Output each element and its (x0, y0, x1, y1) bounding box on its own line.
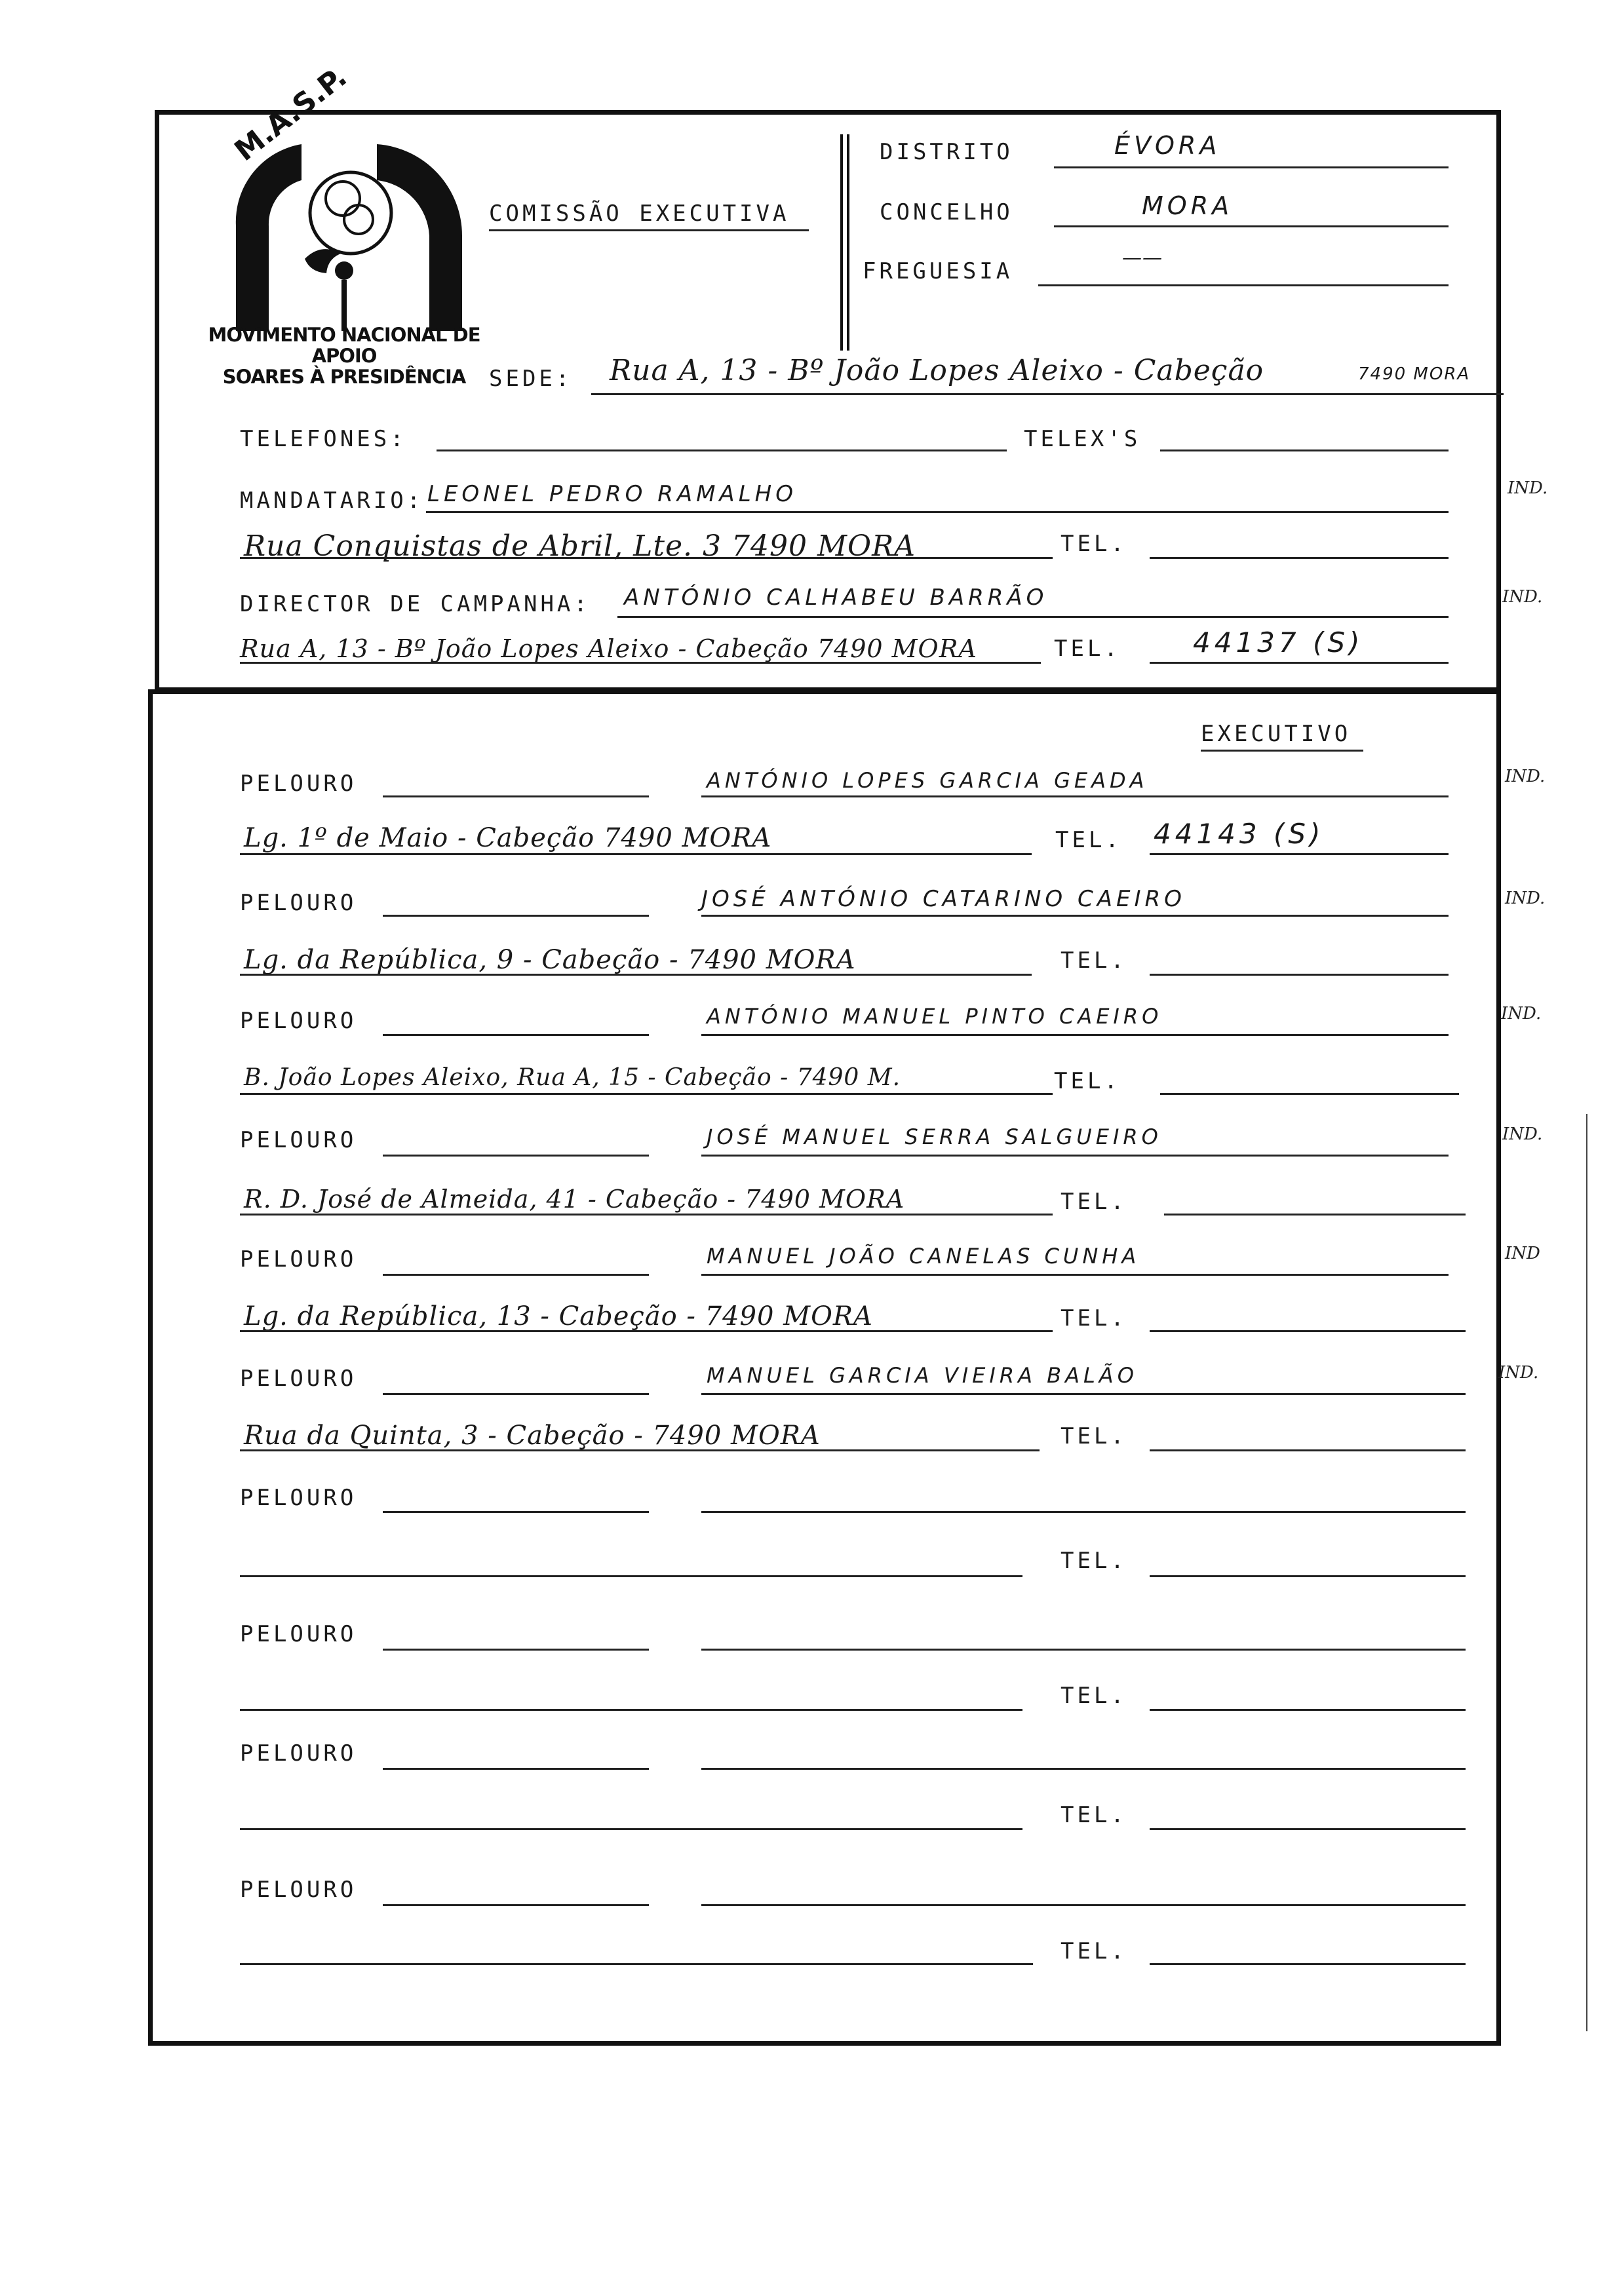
member-name-line (701, 915, 1449, 917)
sede-line (591, 393, 1504, 395)
member-tel-line (1150, 1449, 1466, 1451)
member-name-line (701, 1274, 1449, 1276)
pelouro-label: PELOURO (240, 771, 357, 797)
member-address-line (240, 1093, 1053, 1095)
member-tel-label: TEL. (1060, 1423, 1127, 1449)
member-name[interactable]: JOSÉ ANTÓNIO CATARINO CAEIRO (701, 886, 1186, 912)
title-underline (489, 229, 809, 231)
mandatario-label: MANDATARIO: (240, 488, 424, 514)
member-name[interactable]: MANUEL GARCIA VIEIRA BALÃO (707, 1363, 1138, 1388)
sede-postal[interactable]: 7490 MORA (1358, 364, 1471, 384)
member-tel-label: TEL. (1054, 1068, 1121, 1094)
member-name-line (701, 1393, 1466, 1395)
director-tel[interactable]: 44137 (S) (1193, 626, 1364, 659)
pelouro-label: PELOURO (240, 1246, 357, 1272)
pelouro-label: PELOURO (240, 890, 357, 916)
member-tel-line (1150, 1575, 1466, 1577)
director-address-line (240, 662, 1041, 664)
freguesia-value[interactable]: —— (1122, 246, 1163, 269)
member-note: IND. (1502, 1124, 1543, 1144)
pelouro-line (383, 915, 649, 917)
pelouro-line (383, 1768, 649, 1770)
member-address[interactable]: Lg. da República, 13 - Cabeção - 7490 MORA (244, 1301, 873, 1331)
member-address-line (240, 974, 1032, 976)
member-tel[interactable]: 44143 (S) (1154, 818, 1325, 850)
concelho-line (1054, 225, 1449, 227)
member-tel-line (1160, 1093, 1459, 1095)
director-tel-line (1150, 662, 1449, 664)
member-name[interactable]: JOSÉ MANUEL SERRA SALGUEIRO (707, 1124, 1162, 1149)
member-tel-line (1150, 1330, 1466, 1332)
member-address-line (240, 1330, 1053, 1332)
member-name-line (701, 1511, 1466, 1513)
logo-acronym: M.A.S.P. (228, 60, 353, 168)
director-name[interactable]: ANTÓNIO CALHABEU BARRÃO (624, 584, 1048, 611)
member-tel-line (1150, 1828, 1466, 1830)
sede-value[interactable]: Rua A, 13 - Bº João Lopes Aleixo - Cabeção (610, 354, 1264, 387)
member-name-line (701, 1034, 1449, 1036)
member-tel-label: TEL. (1060, 947, 1127, 974)
member-note: IND. (1505, 767, 1546, 786)
member-note: IND (1505, 1244, 1540, 1263)
member-address[interactable]: B. João Lopes Aleixo, Rua A, 15 - Cabeção - 7490 M. (244, 1064, 901, 1091)
member-note: IND. (1498, 1363, 1539, 1383)
executivo-heading-underline (1201, 750, 1363, 752)
scan-edge-line (1586, 1114, 1587, 2031)
member-address-line (240, 1449, 1040, 1451)
member-tel-line (1164, 1214, 1466, 1215)
punch-hole-icon (45, 1363, 90, 1409)
pelouro-line (383, 1511, 649, 1513)
member-address-line (240, 1214, 1053, 1215)
member-address[interactable]: Lg. da República, 9 - Cabeção - 7490 MORA (244, 945, 856, 975)
pelouro-label: PELOURO (240, 1877, 357, 1903)
pelouro-line (383, 1393, 649, 1395)
member-name[interactable]: MANUEL JOÃO CANELAS CUNHA (707, 1244, 1140, 1269)
member-tel-line (1150, 974, 1449, 976)
pelouro-line (383, 1034, 649, 1036)
member-address-line (240, 1963, 1033, 1965)
mandatario-address[interactable]: Rua Conquistas de Abril, Lte. 3 7490 MORA (244, 529, 916, 563)
director-label: DIRECTOR DE CAMPANHA: (240, 591, 591, 617)
member-address-line (240, 1575, 1022, 1577)
mandatario-note: IND. (1508, 478, 1548, 498)
masp-logo (187, 60, 508, 388)
header-divider (847, 134, 849, 351)
mandatario-name-line (426, 511, 1449, 513)
pelouro-label: PELOURO (240, 1485, 357, 1511)
pelouro-label: PELOURO (240, 1366, 357, 1392)
pelouro-label: PELOURO (240, 1740, 357, 1767)
director-tel-label: TEL. (1054, 636, 1121, 662)
member-address[interactable]: Lg. 1º de Maio - Cabeção 7490 MORA (244, 823, 772, 853)
pelouro-line (383, 795, 649, 797)
pelouro-label: PELOURO (240, 1127, 357, 1153)
member-tel-label: TEL. (1060, 1189, 1127, 1215)
pelouro-line (383, 1904, 649, 1906)
logo-org-line2: SOARES À PRESIDÊNCIA (222, 366, 466, 388)
member-tel-line (1150, 1963, 1466, 1965)
director-address[interactable]: Rua A, 13 - Bº João Lopes Aleixo - Cabeção 7490 MORA (240, 634, 977, 663)
member-note: IND. (1505, 889, 1546, 908)
sede-label: SEDE: (489, 366, 573, 392)
member-name-line (701, 1649, 1466, 1651)
member-tel-label: TEL. (1060, 1305, 1127, 1331)
member-name-line (701, 795, 1449, 797)
pelouro-line (383, 1649, 649, 1651)
concelho-label: CONCELHO (880, 199, 1013, 225)
member-address-line (240, 1828, 1022, 1830)
member-tel-label: TEL. (1060, 1548, 1127, 1574)
telex-line (1160, 450, 1449, 451)
mandatario-tel-label: TEL. (1060, 531, 1127, 557)
distrito-line (1054, 166, 1449, 168)
member-tel-label: TEL. (1055, 827, 1122, 853)
masp-emblem-icon (187, 128, 508, 337)
telefones-line (437, 450, 1007, 451)
mandatario-tel-line (1150, 557, 1449, 559)
header-divider (840, 134, 843, 351)
member-tel-label: TEL. (1060, 1938, 1127, 1964)
member-tel-label: TEL. (1060, 1802, 1127, 1828)
form-title: COMISSÃO EXECUTIVA (489, 201, 790, 227)
pelouro-line (383, 1155, 649, 1157)
pelouro-label: PELOURO (240, 1621, 357, 1647)
punch-hole-icon (45, 740, 90, 786)
telefones-label: TELEFONES: (240, 426, 407, 452)
member-name[interactable]: ANTÓNIO MANUEL PINTO CAEIRO (707, 1004, 1163, 1029)
member-name-line (701, 1904, 1466, 1906)
member-name-line (701, 1155, 1449, 1157)
member-tel-line (1150, 1709, 1466, 1711)
pelouro-label: PELOURO (240, 1008, 357, 1034)
member-address-line (240, 1709, 1022, 1711)
member-address[interactable]: R. D. José de Almeida, 41 - Cabeção - 7490 MORA (244, 1185, 905, 1214)
member-address-line (240, 853, 1032, 855)
member-tel-line (1150, 853, 1449, 855)
pelouro-line (383, 1274, 649, 1276)
member-address[interactable]: Rua da Quinta, 3 - Cabeção - 7490 MORA (244, 1421, 821, 1451)
director-name-line (617, 616, 1449, 618)
member-note: IND. (1501, 1004, 1542, 1024)
executivo-heading: EXECUTIVO (1201, 721, 1352, 747)
director-note: IND. (1502, 587, 1543, 607)
member-name-line (701, 1768, 1466, 1770)
distrito-label: DISTRITO (880, 139, 1013, 165)
concelho-value[interactable]: MORA (1142, 191, 1234, 220)
telex-label: TELEX'S (1024, 426, 1141, 452)
member-tel-label: TEL. (1060, 1683, 1127, 1709)
logo-org-line1: MOVIMENTO NACIONAL DE APOIO (208, 324, 480, 367)
mandatario-address-line (240, 557, 1053, 559)
member-name[interactable]: ANTÓNIO LOPES GARCIA GEADA (707, 768, 1148, 793)
mandatario-name[interactable]: LEONEL PEDRO RAMALHO (427, 481, 797, 507)
distrito-value[interactable]: ÉVORA (1114, 131, 1221, 160)
freguesia-line (1038, 284, 1449, 286)
freguesia-label: FREGUESIA (863, 258, 1013, 284)
